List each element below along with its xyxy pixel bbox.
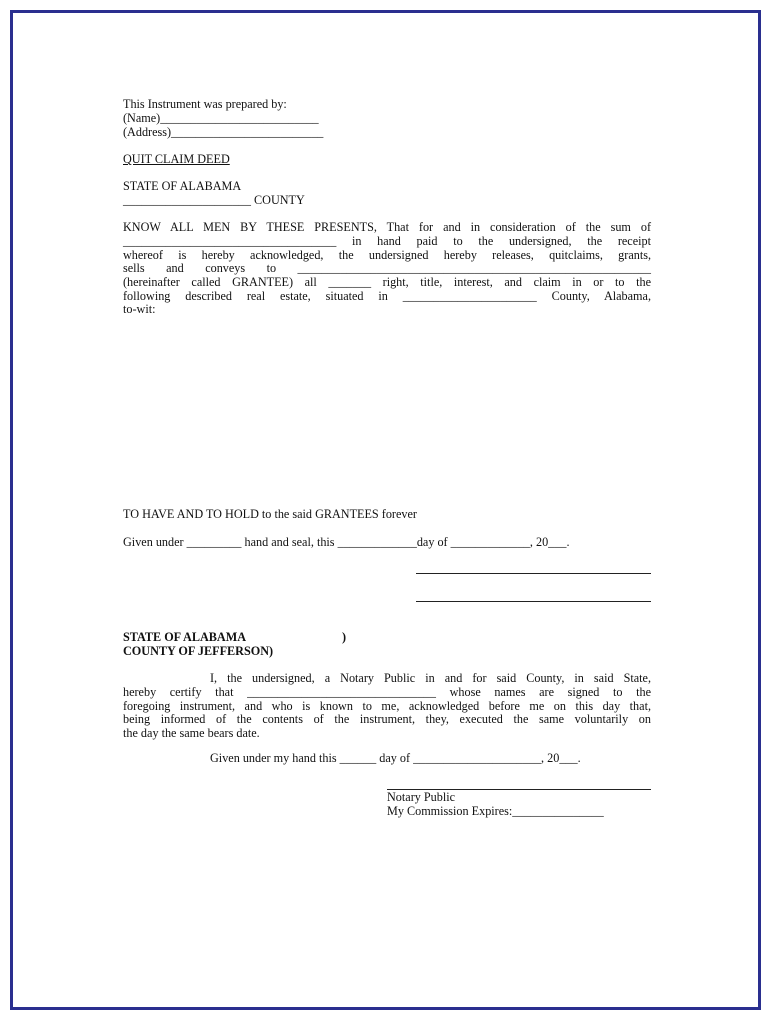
notary-state-paren: ) [342,630,347,644]
certify-line-1: I, the undersigned, a Notary Public in and for said County, in said State, [210,671,651,685]
consideration-line-4: sells and conveys to __________________________________________________________ [123,261,651,275]
consideration-line-3: whereof is hereby acknowledged, the undersigned hereby releases, quitclaims, grants, [123,248,651,262]
preparer-name: (Name)__________________________ [123,111,319,125]
signature-line-1 [416,573,651,574]
certify-line-2: hereby certify that _______________________________ whose names are signed to the [123,685,651,699]
signature-line-2 [416,601,651,602]
given-under-hand: Given under my hand this ______ day of _____________________, 20___. [210,751,581,765]
consideration-line-2: ___________________________________ in hand paid to the undersigned, the receipt [123,234,651,248]
preparer-line: This Instrument was prepared by: [123,97,287,111]
certify-line-3: foregoing instrument, and who is known to me, acknowledged before me on this day that, [123,699,651,713]
county-line: _____________________ COUNTY [123,193,305,207]
consideration-line-1: KNOW ALL MEN BY THESE PRESENTS, That for and in consideration of the sum of [123,220,651,234]
notary-county: COUNTY OF JEFFERSON) [123,644,274,658]
state-line: STATE OF ALABAMA [123,179,242,193]
certify-line-4: being informed of the contents of the instrument, they, executed the same voluntarily on [123,712,651,726]
given-under-seal: Given under _________ hand and seal, this _____________day of _____________, 20___. [123,535,570,549]
notary-public-label: Notary Public [387,790,456,804]
notary-state: STATE OF ALABAMA [123,630,247,644]
certify-line-5: the day the same bears date. [123,726,260,740]
consideration-line-6: following described real estate, situated in ______________________ County, Alabama, [123,289,651,303]
habendum-clause: TO HAVE AND TO HOLD to the said GRANTEES forever [123,507,417,521]
consideration-line-7: to-wit: [123,302,156,316]
document-title: QUIT CLAIM DEED [123,152,230,166]
consideration-line-5: (hereinafter called GRANTEE) all _______ right, title, interest, and claim in or to the [123,275,651,289]
commission-expires: My Commission Expires:_______________ [387,804,604,818]
preparer-address: (Address)_________________________ [123,125,324,139]
